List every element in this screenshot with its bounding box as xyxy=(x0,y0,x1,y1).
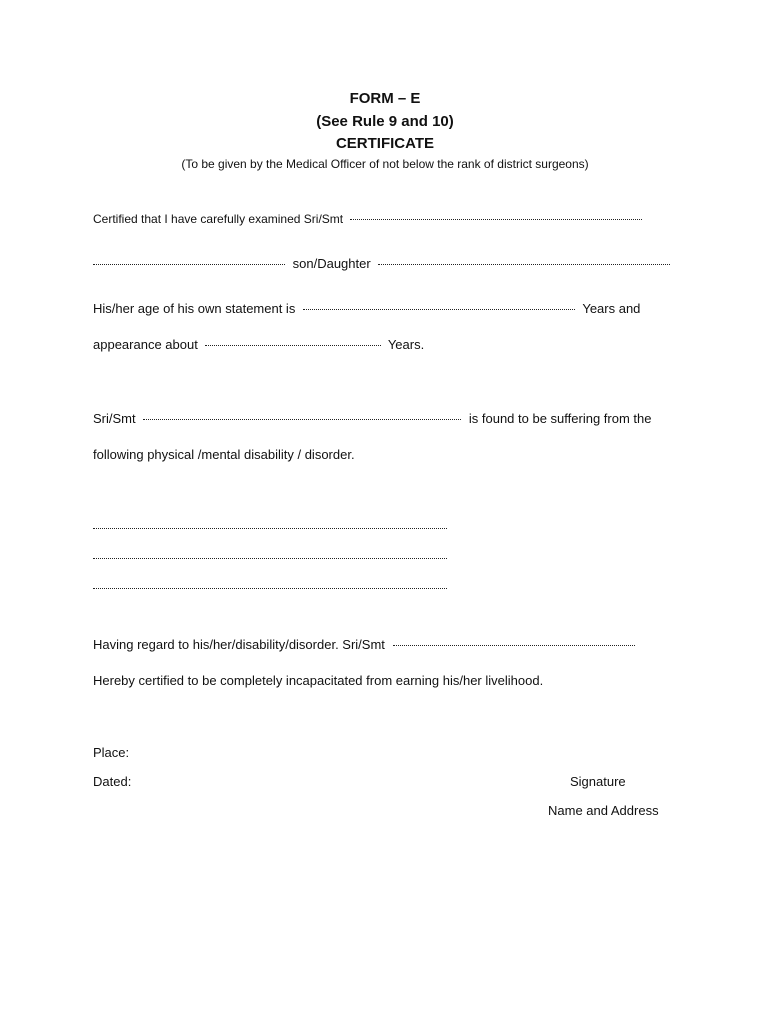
appearance-line xyxy=(93,337,424,352)
form-title: FORM – E xyxy=(349,90,421,107)
name-blank[interactable] xyxy=(350,218,642,220)
dated-label: Dated: xyxy=(93,774,132,789)
name-address-label: Name and Address xyxy=(548,803,659,818)
instruction-text: (To be given by the Medical Officer of not below the rank of district surgeons) xyxy=(181,157,589,171)
examined-line xyxy=(93,212,642,226)
disability-blank-row-2 xyxy=(93,550,447,565)
signature-label: Signature xyxy=(570,774,626,789)
disability-line xyxy=(93,447,355,462)
appearance-label: appearance about xyxy=(93,337,198,352)
disability-blank-row-1 xyxy=(93,520,447,535)
patient-name-blank[interactable] xyxy=(143,418,461,420)
regard-line xyxy=(93,637,635,652)
disability-blank-2[interactable] xyxy=(93,557,447,559)
appearance-age-blank[interactable] xyxy=(205,344,381,346)
relation-line xyxy=(93,256,670,271)
age-blank[interactable] xyxy=(303,308,575,310)
age-line xyxy=(93,301,640,316)
suffering-label: is found to be suffering from the xyxy=(468,411,652,426)
place-label: Place: xyxy=(93,745,130,760)
relation-name-blank[interactable] xyxy=(378,263,670,265)
certificate-title: CERTIFICATE xyxy=(335,135,435,152)
disability-blank-1[interactable] xyxy=(93,527,447,529)
age-label: His/her age of his own statement is xyxy=(93,301,296,316)
disability-blank-row-3 xyxy=(93,580,447,595)
guardian-name-blank[interactable] xyxy=(93,263,285,265)
suffering-line xyxy=(93,411,651,426)
regard-label: Having regard to his/her/disability/disorder. Sri/Smt xyxy=(93,637,385,652)
years-and-label: Years and xyxy=(582,301,641,316)
regard-name-blank[interactable] xyxy=(393,644,635,646)
rule-reference: (See Rule 9 and 10) xyxy=(316,113,454,130)
examined-label: Certified that I have carefully examined Sri/Smt xyxy=(93,212,344,226)
disability-blank-3[interactable] xyxy=(93,587,447,589)
incapacitated-label: Hereby certified to be completely incapacitated from earning his/her livelihood. xyxy=(93,673,544,688)
sri-smt-label: Sri/Smt xyxy=(93,411,136,426)
years-label: Years. xyxy=(387,337,425,352)
disability-label: following physical /mental disability / disorder. xyxy=(93,447,355,462)
relation-label: son/Daughter xyxy=(292,256,371,271)
incapacitated-line xyxy=(93,673,543,688)
